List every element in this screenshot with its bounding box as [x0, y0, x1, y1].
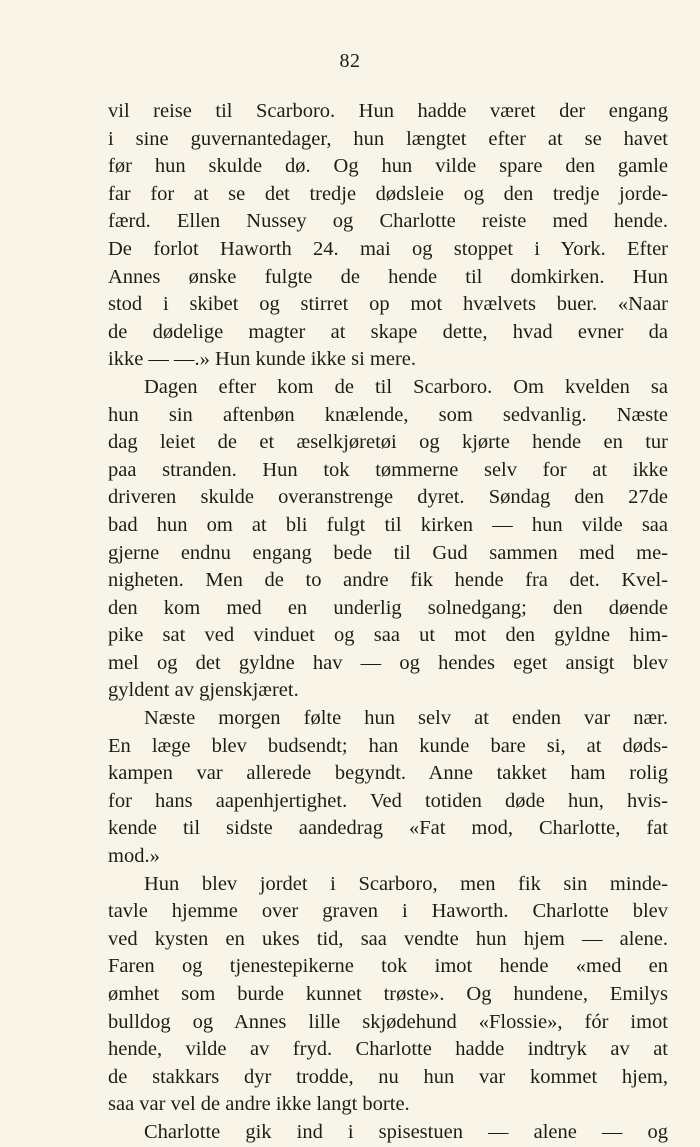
text-line: nigheten. Men de to andre fik hende fra det. Kvel- — [108, 569, 668, 592]
page-number: 82 — [339, 50, 361, 72]
text-line: tavle hjemme over graven i Haworth. Charlotte blev — [108, 900, 668, 923]
text-line: Dagen efter kom de til Scarboro. Om kvelden sa — [144, 375, 668, 398]
text-line: gjerne endnu engang bede til Gud sammen med me- — [108, 541, 668, 564]
text-line: Charlotte gik ind i spisestuen — alene — og — [144, 1120, 668, 1143]
text-line: gyldent av gjenskjæret. — [108, 679, 299, 702]
text-line: hun sin aftenbøn knælende, som sedvanlig. Næste — [108, 403, 668, 426]
text-line: Næste morgen følte hun selv at enden var nær. — [144, 707, 668, 730]
text-line: saa var vel de andre ikke langt borte. — [108, 1093, 410, 1116]
text-line: far for at se det tredje dødsleie og den tredje jorde- — [108, 182, 668, 205]
text-line: ikke — —.» Hun kunde ikke si mere. — [108, 348, 417, 371]
text-line: den kom med en underlig solnedgang; den døende — [108, 596, 668, 619]
text-line: før hun skulde dø. Og hun vilde spare den gamle — [108, 155, 668, 178]
text-line: for hans aapenhjertighet. Ved totiden døde hun, hvis- — [108, 789, 668, 812]
text-line: kampen var allerede begyndt. Anne takket ham rolig — [108, 762, 668, 785]
text-line: kende til sidste aandedrag «Fat mod, Charlotte, fat — [108, 817, 668, 840]
text-line: De forlot Haworth 24. mai og stoppet i York. Efter — [108, 237, 668, 260]
text-line: mod.» — [108, 845, 160, 868]
text-line: bulldog og Annes lille skjødehund «Flossie», fór imot — [108, 1010, 668, 1033]
text-line: ømhet som burde kunnet trøste». Og hundene, Emilys — [108, 983, 668, 1005]
text-line: ved kysten en ukes tid, saa vendte hun hjem — alene. — [108, 927, 668, 950]
text-line: dag leiet de et æselkjøretøi og kjørte hende en tur — [108, 431, 668, 454]
text-line: Annes ønske fulgte de hende til domkirken. Hun — [108, 265, 668, 288]
text-line: paa stranden. Hun tok tømmerne selv for at ikke — [108, 458, 668, 481]
text-line: de dødelige magter at skape dette, hvad evner da — [108, 320, 668, 343]
text-line: Hun blev jordet i Scarboro, men fik sin minde- — [144, 872, 668, 895]
text-line: En læge blev budsendt; han kunde bare si, at døds- — [108, 734, 668, 757]
body-text — [108, 98, 668, 1147]
text-line: færd. Ellen Nussey og Charlotte reiste med hende. — [108, 210, 668, 233]
text-line: driveren skulde overanstrenge dyret. Søndag den 27de — [108, 486, 668, 509]
text-line: mel og det gyldne hav — og hendes eget ansigt blev — [108, 651, 668, 674]
text-line: stod i skibet og stirret op mot hvælvets buer. «Naar — [108, 293, 668, 316]
text-line: i sine guvernantedager, hun længtet efter at se havet — [108, 127, 668, 150]
text-line: Faren og tjenestepikerne tok imot hende «med en — [108, 955, 668, 978]
text-line: hende, vilde av fryd. Charlotte hadde indtryk av at — [108, 1038, 668, 1061]
text-line: bad hun om at bli fulgt til kirken — hun vilde saa — [108, 513, 668, 536]
text-line: vil reise til Scarboro. Hun hadde været der engang — [108, 100, 668, 122]
text-line: de stakkars dyr trodde, nu hun var kommet hjem, — [108, 1065, 668, 1088]
text-line: pike sat ved vinduet og saa ut mot den gyldne him- — [108, 624, 668, 647]
